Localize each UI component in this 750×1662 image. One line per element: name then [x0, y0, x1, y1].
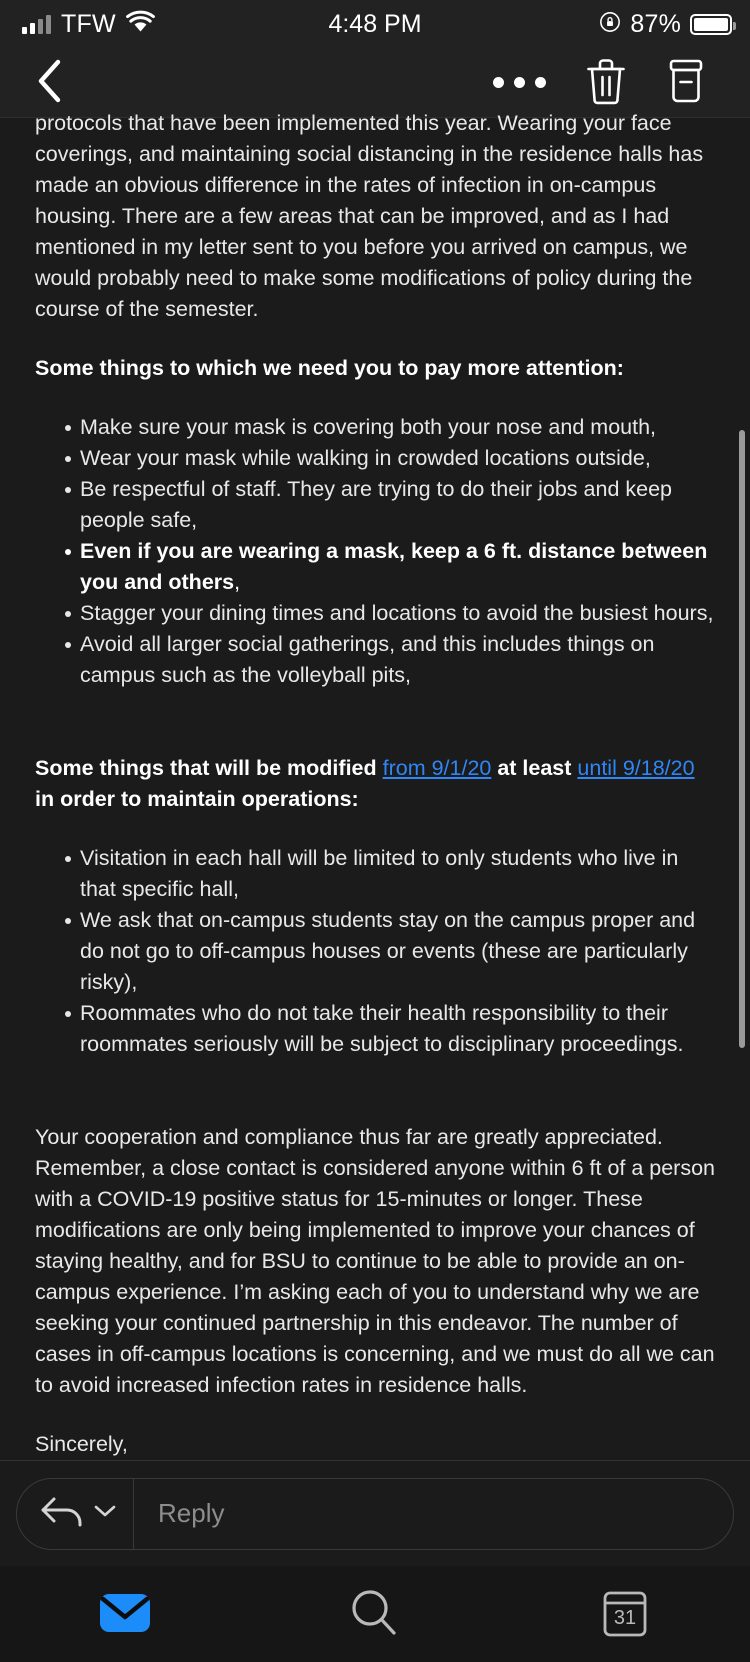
- status-bar-right: [599, 0, 732, 48]
- list-item: [35, 998, 716, 1060]
- spacer: [35, 384, 716, 412]
- list-item-trailing: ,: [234, 570, 241, 594]
- reply-action-button[interactable]: [17, 1479, 134, 1549]
- rotation-lock-icon: [599, 11, 621, 38]
- date-link-from[interactable]: from 9/1/20: [382, 756, 492, 780]
- clock-label: 4:48 PM: [328, 9, 422, 38]
- calendar-icon: [602, 1590, 648, 1638]
- reply-arrow-icon: [39, 1494, 85, 1533]
- tab-calendar[interactable]: [500, 1566, 750, 1662]
- heading-modified-part1: Some things that will be modified: [35, 756, 383, 780]
- list-item: [35, 598, 716, 629]
- list-item-text: Visitation in each hall will be limited to only students who live in that specific hall,: [80, 846, 679, 901]
- mail-icon: [99, 1593, 151, 1636]
- chevron-left-icon: [35, 58, 63, 107]
- list-item-text: Avoid all larger social gatherings, and this includes things on campus such as the volleyball pits,: [80, 632, 655, 687]
- tab-mail[interactable]: [0, 1566, 250, 1662]
- heading-modified: [35, 753, 716, 815]
- list-item-text: Even if you are wearing a mask, keep a 6 ft. distance between you and others: [80, 539, 708, 594]
- list-item: [35, 905, 716, 998]
- archive-box-icon: [665, 57, 707, 108]
- list-item-text: Make sure your mask is covering both your nose and mouth,: [80, 415, 657, 439]
- spacer: [35, 815, 716, 843]
- list-item-text: Be respectful of staff. They are trying to do their jobs and keep people safe,: [80, 477, 672, 532]
- email-content: [0, 108, 750, 1460]
- reply-bar: [0, 1460, 750, 1566]
- ellipsis-icon: [493, 77, 546, 88]
- spacer: [35, 1401, 716, 1429]
- calendar-day-label: 31: [613, 1607, 637, 1629]
- modified-bullet-list: [35, 843, 716, 1060]
- intro-paragraph: protocols that have been implemented this year. Wearing your face coverings, and maintaining social distancing in the residence halls has made an obvious difference in the rates of infection in on-campus housing. There are a few areas that can be improved, and as I had mentioned in my letter sent to you before you arrived on campus, we would probably need to make some modifications of policy during the course of the semester.: [35, 111, 704, 321]
- list-item: [35, 843, 716, 905]
- spacer: [35, 1060, 716, 1122]
- battery-full-icon: [690, 14, 732, 35]
- back-button[interactable]: [26, 57, 72, 109]
- list-item-text: We ask that on-campus students stay on the campus proper and do not go to off-campus houses or events (these are particularly risky),: [80, 908, 696, 994]
- heading-modified-part2: at least: [491, 756, 578, 780]
- wifi-icon: [126, 11, 155, 38]
- list-item: [35, 536, 716, 598]
- vertical-scrollbar[interactable]: [739, 430, 745, 1048]
- more-options-button[interactable]: [474, 57, 564, 109]
- heading-modified-part3: in order to maintain operations:: [35, 787, 359, 811]
- list-item: [35, 474, 716, 536]
- heading-attention: Some things to which we need you to pay more attention:: [35, 356, 624, 380]
- list-item-text: Wear your mask while walking in crowded locations outside,: [80, 446, 651, 470]
- date-link-until[interactable]: until 9/18/20: [577, 756, 695, 780]
- list-item: [35, 412, 716, 443]
- list-item-text: Roommates who do not take their health responsibility to their roommates seriously will be subject to disciplinary proceedings.: [80, 1001, 684, 1056]
- reply-pill: [16, 1478, 734, 1550]
- spacer: [35, 691, 716, 753]
- delete-button[interactable]: [564, 57, 648, 109]
- battery-percent-label: 87%: [630, 9, 681, 38]
- bottom-tab-bar: [0, 1566, 750, 1662]
- list-item-text: Stagger your dining times and locations to avoid the busiest hours,: [80, 601, 714, 625]
- signoff-text: Sincerely,: [35, 1432, 128, 1456]
- status-bar-left: [22, 10, 155, 39]
- attention-bullet-list: [35, 412, 716, 691]
- search-icon: [349, 1587, 401, 1642]
- list-item: [35, 629, 716, 691]
- status-bar: [0, 0, 750, 48]
- closing-paragraph: Your cooperation and compliance thus far are greatly appreciated. Remember, a close contact is considered anyone within 6 ft of a person with a COVID-19 positive status for 15-minutes or longer. These modifications are only being implemented to improve your chances of staying healthy, and for BSU to continue to be able to provide an on-campus experience. I’m asking each of you to understand why we are seeking your continued partnership in this endeavor. The number of cases in off-campus locations is concerning, and we must do all we can to avoid increased infection rates in residence halls.: [35, 1125, 716, 1397]
- cellular-signal-icon: [22, 15, 51, 34]
- trash-icon: [585, 57, 627, 108]
- spacer: [35, 325, 716, 353]
- message-body-scroll-area[interactable]: [0, 111, 750, 1460]
- reply-input[interactable]: [134, 1479, 733, 1549]
- carrier-label: TFW: [61, 9, 116, 38]
- tab-search[interactable]: [250, 1566, 500, 1662]
- archive-button[interactable]: [648, 57, 724, 109]
- chevron-down-icon: [93, 1503, 117, 1524]
- list-item: [35, 443, 716, 474]
